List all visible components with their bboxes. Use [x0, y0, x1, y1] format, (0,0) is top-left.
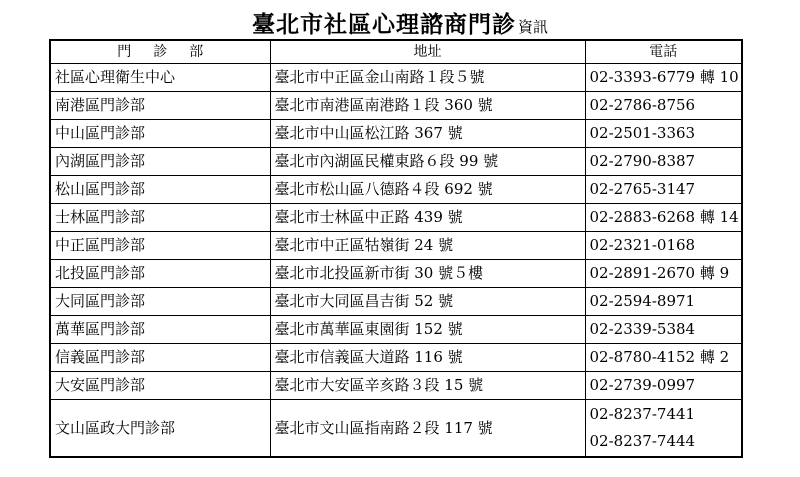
phone-cell: [585, 316, 742, 344]
phone-number: 02-2321-0168: [589, 236, 696, 254]
table-row: [50, 400, 742, 458]
phone-cell: [585, 204, 742, 232]
address-cell: 臺北市北投區新市街 30 號５樓: [270, 260, 585, 288]
address-cell: 臺北市中正區牯嶺街 24 號: [270, 232, 585, 260]
phone-cell: [585, 176, 742, 204]
clinic-name-cell: 中正區門診部: [50, 232, 270, 260]
clinic-name-cell: 南港區門診部: [50, 92, 270, 120]
phone-cell: [585, 64, 742, 92]
address-cell: 臺北市松山區八德路４段 692 號: [270, 176, 585, 204]
clinic-name-cell: 信義區門診部: [50, 344, 270, 372]
phone-cell: [585, 260, 742, 288]
header-clinic: 門診部: [50, 40, 270, 64]
phone-cell: [585, 232, 742, 260]
clinic-name-cell: 北投區門診部: [50, 260, 270, 288]
clinic-name-cell: 中山區門診部: [50, 120, 270, 148]
address-cell: 臺北市大安區辛亥路３段 15 號: [270, 372, 585, 400]
table-row: [50, 232, 742, 260]
clinic-name-cell: 內湖區門診部: [50, 148, 270, 176]
phone-number: 02-2739-0997: [589, 376, 696, 394]
table-row: [50, 176, 742, 204]
header-row: [50, 40, 742, 64]
clinic-name-cell: 文山區政大門診部: [50, 400, 270, 458]
table-row: [50, 288, 742, 316]
phone-number: 02-2594-8971: [589, 292, 696, 310]
address-cell: 臺北市士林區中正路 439 號: [270, 204, 585, 232]
address-cell: 臺北市內湖區民權東路６段 99 號: [270, 148, 585, 176]
phone-cell: [585, 288, 742, 316]
table-header: [50, 40, 742, 64]
phone-cell: [585, 344, 742, 372]
phone-number: 02-2790-8387: [589, 152, 696, 170]
address-cell: 臺北市大同區昌吉街 52 號: [270, 288, 585, 316]
address-cell: 臺北市信義區大道路 116 號: [270, 344, 585, 372]
title-main: 臺北市社區心理諮商門診: [251, 11, 516, 38]
address-cell: 臺北市南港區南港路１段 360 號: [270, 92, 585, 120]
phone-number: 02-8237-7441: [589, 405, 696, 423]
title-suffix: 資訊: [517, 18, 548, 36]
clinic-table: [49, 39, 743, 458]
phone-number: 02-2786-8756: [589, 96, 696, 114]
phone-number: 02-8780-4152 轉 2: [589, 348, 730, 366]
table-row: [50, 64, 742, 92]
clinic-name-cell: 松山區門診部: [50, 176, 270, 204]
table-row: [50, 372, 742, 400]
address-cell: 臺北市中正區金山南路１段５號: [270, 64, 585, 92]
table-row: [50, 344, 742, 372]
clinic-name-cell: 萬華區門診部: [50, 316, 270, 344]
clinic-name-cell: 大安區門診部: [50, 372, 270, 400]
header-phone: 電話: [585, 40, 742, 64]
phone-number: 02-3393-6779 轉 10: [589, 68, 739, 86]
table-row: [50, 148, 742, 176]
table-row: [50, 92, 742, 120]
phone-number: 02-2339-5384: [589, 320, 696, 338]
header-address: 地址: [270, 40, 585, 64]
phone-number: 02-8237-7444: [589, 432, 696, 450]
table-row: [50, 316, 742, 344]
table-row: [50, 204, 742, 232]
clinic-name-cell: 社區心理衛生中心: [50, 64, 270, 92]
address-cell: 臺北市中山區松江路 367 號: [270, 120, 585, 148]
phone-number: 02-2883-6268 轉 14: [589, 208, 739, 226]
phone-cell: [585, 120, 742, 148]
phone-cell: [585, 92, 742, 120]
table-row: [50, 120, 742, 148]
phone-cell: [585, 148, 742, 176]
phone-cell: [585, 400, 742, 458]
address-cell: 臺北市萬華區東園街 152 號: [270, 316, 585, 344]
table-body: [50, 64, 742, 458]
phone-number: 02-2501-3363: [589, 124, 696, 142]
phone-cell: [585, 372, 742, 400]
table-row: [50, 260, 742, 288]
page-title: [0, 6, 800, 39]
clinic-name-cell: 士林區門診部: [50, 204, 270, 232]
clinic-name-cell: 大同區門診部: [50, 288, 270, 316]
phone-number: 02-2891-2670 轉 9: [589, 264, 730, 282]
address-cell: 臺北市文山區指南路２段 117 號: [270, 400, 585, 458]
phone-number: 02-2765-3147: [589, 180, 696, 198]
